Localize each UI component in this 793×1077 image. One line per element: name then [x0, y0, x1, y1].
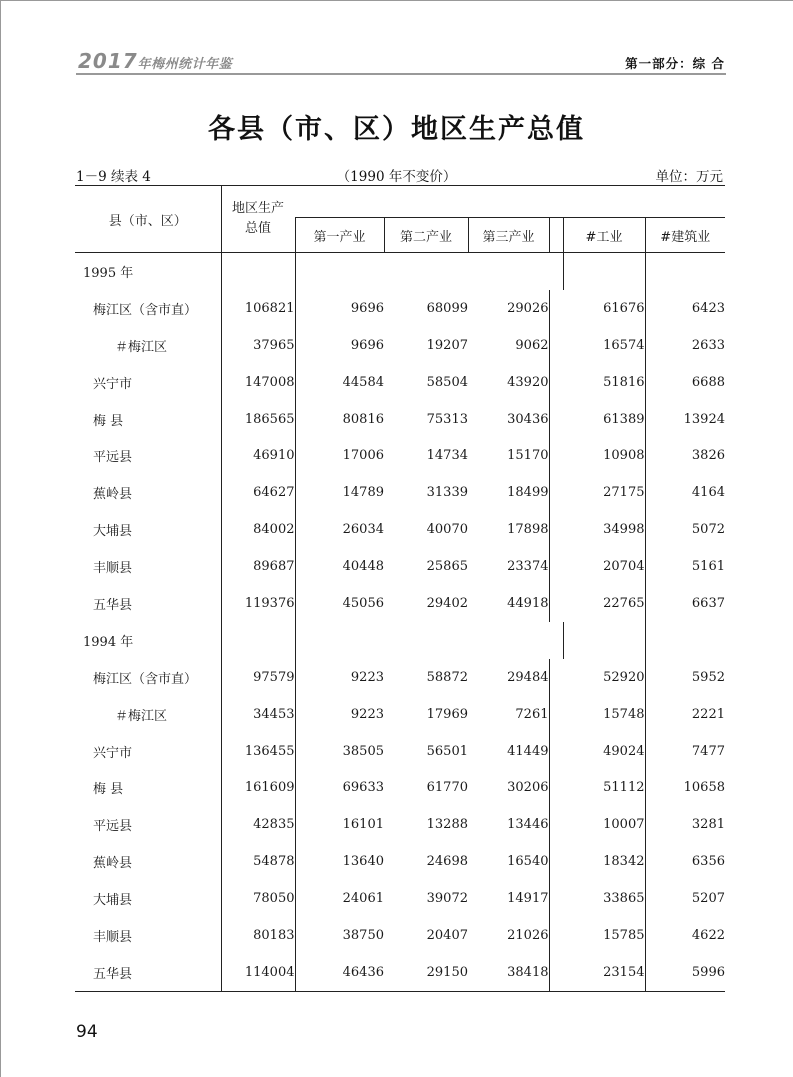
secondary-value: 13288 — [426, 817, 468, 833]
section-label: 第一部分：综 合 — [625, 56, 725, 71]
gap-cell — [549, 843, 563, 880]
construction-value: 7477 — [645, 733, 725, 770]
tertiary-value: 30206 — [507, 780, 549, 796]
table-row — [75, 659, 725, 696]
primary-value: 9696 — [295, 290, 384, 327]
secondary-value: 40070 — [426, 522, 468, 538]
tertiary-value: 16540 — [507, 854, 549, 870]
primary-value: 9696 — [295, 327, 384, 364]
gdp-value: 84002 — [221, 511, 295, 548]
table-row — [75, 585, 725, 622]
industry-value: 15785 — [603, 927, 645, 943]
empty-cell — [549, 253, 563, 290]
construction-value: 6423 — [645, 290, 725, 327]
page-left-border — [0, 0, 1, 1077]
gap-cell — [549, 917, 563, 954]
tertiary-value: 7261 — [515, 706, 549, 722]
gdp-value: 161609 — [221, 769, 295, 806]
gdp-value: 34453 — [221, 696, 295, 733]
gdp-value: 80183 — [221, 917, 295, 954]
table-row — [75, 843, 725, 880]
empty-cell — [384, 622, 468, 659]
industry-value: 34998 — [603, 522, 645, 538]
gap-cell — [549, 364, 563, 401]
secondary-value: 61770 — [426, 780, 468, 796]
construction-value: 10658 — [645, 769, 725, 806]
industry-value: 52920 — [603, 669, 645, 685]
year-group-row — [75, 622, 725, 659]
secondary-value: 31339 — [426, 485, 468, 501]
table-row — [75, 437, 725, 474]
primary-value: 24061 — [295, 880, 384, 917]
gdp-value: 186565 — [221, 401, 295, 438]
year-label: 1994 年 — [83, 634, 134, 650]
region-name: 丰顺县 — [93, 561, 133, 577]
industry-value: 51112 — [603, 780, 645, 796]
region-name: ＃梅江区 — [115, 708, 168, 724]
gdp-value: 64627 — [221, 474, 295, 511]
gdp-value: 89687 — [221, 548, 295, 585]
year-group-row — [75, 253, 725, 290]
empty-cell — [221, 253, 295, 290]
gap-cell — [549, 880, 563, 917]
tertiary-value: 9062 — [515, 337, 549, 353]
gap-cell — [549, 806, 563, 843]
table-body — [75, 253, 725, 992]
gdp-value: 119376 — [221, 585, 295, 622]
tertiary-value: 38418 — [468, 954, 549, 991]
gdp-value: 54878 — [221, 843, 295, 880]
gdp-value: 78050 — [221, 880, 295, 917]
region-name: 五华县 — [93, 597, 133, 613]
empty-cell — [563, 253, 645, 290]
construction-value: 4164 — [645, 474, 725, 511]
region-name: 梅江区（含市直） — [93, 671, 198, 687]
table-row — [75, 290, 725, 327]
primary-value: 80816 — [295, 401, 384, 438]
secondary-value: 58504 — [426, 374, 468, 390]
price-basis: （1990 年不变价） — [336, 169, 457, 185]
secondary-value: 24698 — [426, 854, 468, 870]
construction-value: 6356 — [645, 843, 725, 880]
empty-cell — [468, 253, 549, 290]
region-name: 梅 县 — [93, 413, 124, 429]
table-row — [75, 327, 725, 364]
header-tertiary: 第三产业 — [468, 218, 549, 253]
primary-value: 38505 — [295, 733, 384, 770]
empty-cell — [645, 622, 725, 659]
construction-value: 5996 — [645, 954, 725, 991]
empty-cell — [384, 253, 468, 290]
region-name: 大埔县 — [93, 524, 133, 540]
primary-value: 40448 — [295, 548, 384, 585]
primary-value: 44584 — [295, 364, 384, 401]
primary-value: 16101 — [295, 806, 384, 843]
construction-value: 3826 — [645, 437, 725, 474]
gap-cell — [549, 769, 563, 806]
primary-value: 13640 — [295, 843, 384, 880]
empty-cell — [563, 622, 645, 659]
table-row — [75, 364, 725, 401]
header-county: 县（市、区） — [75, 186, 221, 253]
tertiary-value: 43920 — [507, 374, 549, 390]
region-name: 平远县 — [93, 450, 133, 466]
gdp-value: 46910 — [221, 437, 295, 474]
tertiary-value: 14917 — [507, 891, 549, 907]
table-row — [75, 548, 725, 585]
gdp-table — [75, 185, 725, 992]
primary-value: 46436 — [295, 954, 384, 991]
table-row — [75, 769, 725, 806]
primary-value: 45056 — [295, 585, 384, 622]
construction-value: 5072 — [645, 511, 725, 548]
primary-value: 9223 — [295, 659, 384, 696]
table-row — [75, 806, 725, 843]
tertiary-value: 21026 — [507, 927, 549, 943]
secondary-value: 68099 — [426, 300, 468, 316]
empty-cell — [468, 622, 549, 659]
primary-value: 14789 — [295, 474, 384, 511]
secondary-value: 75313 — [426, 411, 468, 427]
construction-value: 2633 — [645, 327, 725, 364]
secondary-value: 17969 — [426, 706, 468, 722]
industry-value: 15748 — [603, 706, 645, 722]
page-number: 94 — [76, 1022, 98, 1042]
primary-value: 17006 — [295, 437, 384, 474]
header-rule — [76, 73, 726, 75]
tertiary-value: 41449 — [507, 743, 549, 759]
header-construction: #建筑业 — [645, 218, 725, 253]
construction-value: 6637 — [645, 585, 725, 622]
industry-value: 33865 — [603, 891, 645, 907]
secondary-value: 20407 — [426, 927, 468, 943]
table-row — [75, 880, 725, 917]
construction-value: 5207 — [645, 880, 725, 917]
tertiary-value: 18499 — [507, 485, 549, 501]
region-name: 梅 县 — [93, 782, 124, 798]
industry-value: 27175 — [603, 485, 645, 501]
header-secondary: 第二产业 — [384, 218, 468, 253]
gap-cell — [549, 585, 563, 622]
industry-value: 16574 — [603, 337, 645, 353]
yearbook-header — [78, 49, 232, 73]
unit-label: 单位：万元 — [655, 169, 723, 185]
gap-cell — [549, 290, 563, 327]
gap-cell — [549, 511, 563, 548]
empty-cell — [221, 622, 295, 659]
tertiary-value: 29026 — [507, 300, 549, 316]
table-row — [75, 511, 725, 548]
empty-cell — [645, 253, 725, 290]
empty-cell — [295, 253, 384, 290]
table-row — [75, 401, 725, 438]
industry-value: 20704 — [603, 559, 645, 575]
secondary-value: 29402 — [426, 595, 468, 611]
yearbook-title: 年梅州统计年鉴 — [137, 57, 233, 72]
industry-value: 61389 — [603, 411, 645, 427]
header-gap — [549, 218, 563, 253]
region-name: 蕉岭县 — [93, 487, 133, 503]
gap-cell — [549, 327, 563, 364]
gdp-value: 114004 — [221, 954, 295, 991]
secondary-value: 19207 — [426, 337, 468, 353]
gdp-value: 136455 — [221, 733, 295, 770]
construction-value: 2221 — [645, 696, 725, 733]
primary-value: 26034 — [295, 511, 384, 548]
construction-value: 5952 — [645, 659, 725, 696]
table-row — [75, 954, 725, 991]
header-spacer — [295, 186, 725, 218]
industry-value: 22765 — [603, 595, 645, 611]
industry-value: 61676 — [603, 300, 645, 316]
tertiary-value: 17898 — [507, 522, 549, 538]
region-name: 兴宁市 — [93, 745, 133, 761]
header-primary: 第一产业 — [295, 218, 384, 253]
empty-cell — [549, 622, 563, 659]
secondary-value: 25865 — [426, 559, 468, 575]
gdp-value: 106821 — [221, 290, 295, 327]
industry-value: 49024 — [603, 743, 645, 759]
region-name: 大埔县 — [93, 893, 133, 909]
primary-value: 69633 — [295, 769, 384, 806]
region-name: 平远县 — [93, 819, 133, 835]
gap-cell — [549, 954, 563, 991]
gdp-value: 97579 — [221, 659, 295, 696]
tertiary-value: 30436 — [507, 411, 549, 427]
secondary-value: 56501 — [426, 743, 468, 759]
page-top-border — [0, 0, 793, 1]
page-title: 各县（市、区）地区生产总值 — [208, 114, 585, 145]
table-id: 1－9 续表 4 — [76, 169, 151, 185]
header-gdp-line1: 地区生产 — [231, 201, 284, 216]
secondary-value: 29150 — [384, 954, 468, 991]
secondary-value: 39072 — [426, 891, 468, 907]
gap-cell — [549, 659, 563, 696]
region-name: ＃梅江区 — [115, 339, 168, 355]
region-name: 蕉岭县 — [93, 856, 133, 872]
industry-value: 10908 — [603, 448, 645, 464]
region-name: 丰顺县 — [93, 929, 133, 945]
primary-value: 9223 — [295, 696, 384, 733]
gap-cell — [549, 474, 563, 511]
gap-cell — [549, 696, 563, 733]
tertiary-value: 29484 — [507, 669, 549, 685]
gap-cell — [549, 437, 563, 474]
secondary-value: 58872 — [426, 669, 468, 685]
region-name: 梅江区（含市直） — [93, 302, 198, 318]
gdp-value: 147008 — [221, 364, 295, 401]
gap-cell — [549, 548, 563, 585]
industry-value: 18342 — [603, 854, 645, 870]
industry-value: 51816 — [603, 374, 645, 390]
year-label: 1995 年 — [83, 265, 134, 281]
gap-cell — [549, 733, 563, 770]
table-row — [75, 474, 725, 511]
gap-cell — [549, 401, 563, 438]
gdp-value: 42835 — [221, 806, 295, 843]
gdp-value: 37965 — [221, 327, 295, 364]
header-gdp — [221, 186, 295, 253]
tertiary-value: 23374 — [507, 559, 549, 575]
construction-value: 4622 — [645, 917, 725, 954]
table-row — [75, 733, 725, 770]
primary-value: 38750 — [295, 917, 384, 954]
yearbook-year: 2017 — [78, 49, 138, 73]
secondary-value: 14734 — [426, 448, 468, 464]
industry-value: 23154 — [563, 954, 645, 991]
tertiary-value: 13446 — [507, 817, 549, 833]
construction-value: 6688 — [645, 364, 725, 401]
header-gdp-line2: 总值 — [244, 221, 271, 236]
industry-value: 10007 — [603, 817, 645, 833]
table-row — [75, 696, 725, 733]
empty-cell — [295, 622, 384, 659]
construction-value: 13924 — [645, 401, 725, 438]
region-name: 五华县 — [75, 954, 221, 991]
construction-value: 3281 — [645, 806, 725, 843]
tertiary-value: 15170 — [507, 448, 549, 464]
header-industry: #工业 — [563, 218, 645, 253]
region-name: 兴宁市 — [93, 376, 133, 392]
table-row — [75, 917, 725, 954]
tertiary-value: 44918 — [507, 595, 549, 611]
construction-value: 5161 — [645, 548, 725, 585]
